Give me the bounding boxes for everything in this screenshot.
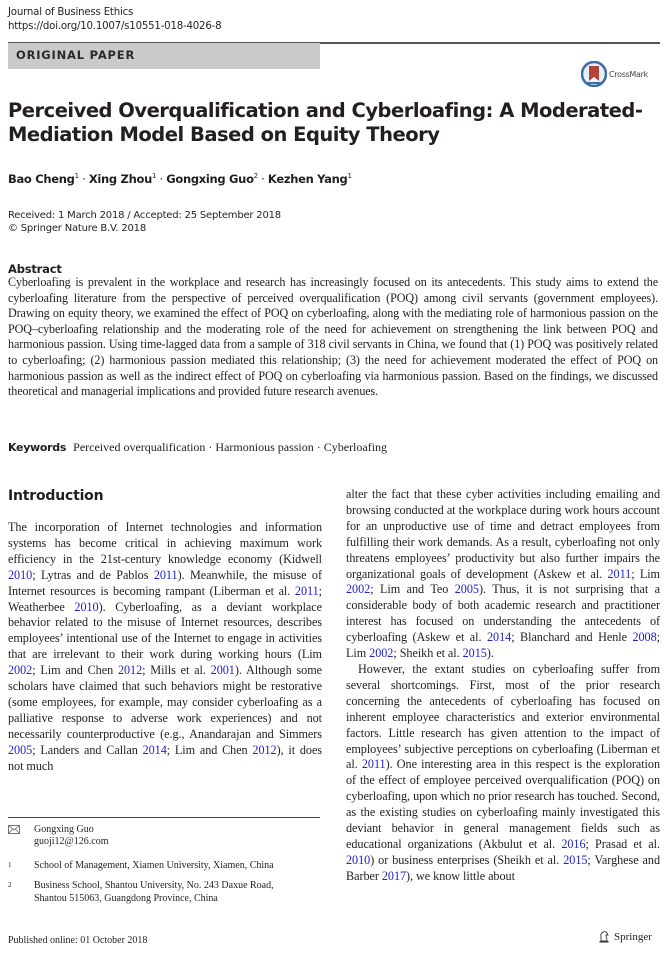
author-list — [8, 172, 352, 186]
author-separator: · — [156, 172, 167, 186]
citation-link[interactable]: 2010 — [74, 599, 99, 614]
intro-paragraph-1: The incorporation of Internet technologies and information systems has become critical in achieving maximum work efficiency in the 21st-century knowledge economy (Kidwell 2010; Lytras and de Pablos 2011). Meanwhile, the misuse of Internet resources is becoming rampant (Liberman et al. 2011; Weatherbee 2010). Cyberloafing, as a deviant workplace behavior related to the misuse of Internet resources, describes employees’ intentional use of the Internet to engage in activities that are irrelevant to their work during working hours (Lim 2002; Lim and Chen 2012; Mills et al. 2001). Although some scholars have claimed that such behaviors might be restorative (some employees, for example, may consider cyberloafing as a palliative response to adverse work experiences) and not necessarily counterproductive (e.g., Anandarajan and Simmers 2005; Landers and Callan 2014; Lim and Chen 2012), it does not much — [8, 520, 323, 773]
envelope-icon — [8, 825, 20, 834]
citation-link[interactable]: 2010 — [8, 567, 33, 582]
abstract-text: Cyberloafing is prevalent in the workplace and research has increasingly focused on its antecedents. This study aims to extend the cyberloafing literature from the perspective of perceived overqualification (POQ) among civil servants (government employees). Drawing on equity theory, we examined the effect of POQ on cyberloafing, along with the mediating role of harmonious passion on the POQ–cyberloafing relationship and the moderating role of the need for achievement on strengthening the link between POQ and harmonious passion. Using time-lagged data from a sample of 318 civil servants in China, we found that (1) POQ was positively related to cyberloafing; (2) harmonious passion mediated this relationship; (3) the need for achievement moderated the effect of POQ on harmonious passion as well as the indirect effect of POQ on cyberloafing via harmonious passion. Based on the findings, we discussed theoretical and managerial implications and provided future research avenues. — [8, 275, 658, 399]
corresponding-author — [8, 823, 94, 836]
author-affiliation-marker: 1 — [74, 172, 79, 180]
affiliation-number: 1 — [8, 861, 12, 869]
doi-link[interactable]: https://doi.org/10.1007/s10551-018-4026-8 — [8, 21, 222, 32]
intro-paragraph-2: However, the extant studies on cyberloafing suffer from several shortcomings. First, most of the prior research concerning the antecedents of cyberloafing has focused on inherent employee characteristics and exterior environmental factors. Little research has given attention to the impact of employees’ subjective perceptions on cyberloafing (Liberman et al. 2011). One interesting area in this respect is the exploration of the effect of employee perceived overqualification (POQ) on cyberloafing, upon which no prior research has touched. Second, as the existing studies on cyberloafing mainly investigated this deviant behavior in general management fields such as educational organizations (Akbulut et al. 2016; Prasad et al. 2010) or business enterprises (Sheikh et al. 2015; Varghese and Barber 2017), we know little about — [346, 661, 660, 883]
citation-link[interactable]: 2002 — [346, 582, 371, 597]
springer-knight-icon — [598, 930, 610, 943]
author-affiliation-marker: 2 — [253, 172, 258, 180]
article-title: Perceived Overqualification and Cyberloafing: A Moderated-Mediation Model Based on Equity Theory — [8, 99, 643, 146]
author-affiliation-marker: 1 — [347, 172, 352, 180]
author-affiliation-marker: 1 — [151, 172, 157, 180]
affiliation-text: Business School, Shantou University, No. 243 Daxue Road, Shantou 515063, Guangdong Province, China — [34, 880, 274, 904]
crossmark-button[interactable] — [581, 60, 659, 88]
citation-link[interactable]: 2014 — [142, 742, 167, 757]
affiliation-1 — [8, 859, 274, 872]
citation-link[interactable]: 2017 — [381, 868, 407, 883]
citation-link[interactable]: 2001 — [210, 663, 235, 678]
author-separator: · — [78, 172, 89, 186]
affiliation-2 — [8, 879, 328, 905]
affiliation-number: 2 — [8, 881, 12, 889]
introduction-heading: Introduction — [8, 488, 104, 504]
keywords-label: Keywords — [8, 441, 67, 454]
crossmark-label: CrossMark — [609, 69, 648, 79]
publisher-name: Springer — [614, 930, 652, 943]
author-separator: · — [257, 172, 268, 186]
author-name[interactable]: Xing Zhou — [88, 172, 152, 186]
keywords — [8, 440, 387, 455]
keywords-list: Perceived overqualification · Harmonious passion · Cyberloafing — [73, 440, 388, 454]
affiliation-text: School of Management, Xiamen University, Xiamen, China — [34, 860, 274, 871]
citation-link[interactable]: 2015 — [462, 646, 487, 661]
citation-link[interactable]: 2016 — [561, 836, 586, 851]
citation-link[interactable]: 2002 — [369, 646, 394, 661]
citation-link[interactable]: 2011 — [294, 583, 319, 598]
paper-type-label: ORIGINAL PAPER — [16, 48, 136, 62]
citation-link[interactable]: 2005 — [8, 742, 33, 757]
intro-left-column — [8, 520, 322, 775]
copyright: © Springer Nature B.V. 2018 — [8, 222, 146, 234]
citation-link[interactable]: 2008 — [632, 630, 657, 645]
crossmark-icon — [581, 61, 607, 87]
publisher-logo — [598, 930, 652, 943]
corresponding-name: Gongxing Guo — [34, 824, 94, 835]
footnote-rule — [8, 817, 320, 818]
citation-link[interactable]: 2012 — [252, 742, 277, 757]
corresponding-email[interactable]: guoji12@126.com — [34, 836, 109, 847]
citation-link[interactable]: 2002 — [8, 663, 33, 678]
citation-link[interactable]: 2014 — [487, 630, 512, 645]
article-dates — [8, 210, 281, 235]
citation-link[interactable]: 2005 — [454, 582, 479, 597]
journal-name: Journal of Business Ethics — [8, 7, 134, 18]
citation-link[interactable]: 2011 — [153, 567, 178, 582]
received-accepted: Received: 1 March 2018 / Accepted: 25 September 2018 — [8, 210, 281, 221]
citation-link[interactable]: 2010 — [346, 852, 371, 867]
published-online: Published online: 01 October 2018 — [8, 935, 148, 946]
citation-link[interactable]: 2011 — [607, 566, 632, 581]
citation-link[interactable]: 2012 — [117, 663, 143, 678]
intro-right-column — [346, 487, 660, 885]
intro-paragraph-1-continued: alter the fact that these cyber activities including emailing and browsing conducted at the workplace during work hours account for an unproductive use of time and detract employees from fulfilling their work demands. As a result, cyberloafing not only threatens employees’ productivity but also further impairs the organizational goals of development (Askew et al. 2011; Lim 2002; Lim and Teo 2005). Thus, it is not surprising that a considerable body of both academic research and practitioner interest has focused on understanding the antecedents of cyberloafing (Askew et al. 2014; Blanchard and Henle 2008; Lim 2002; Sheikh et al. 2015). — [346, 487, 660, 661]
author-name[interactable]: Kezhen Yang — [267, 172, 348, 186]
abstract-heading: Abstract — [8, 262, 62, 276]
author-name[interactable]: Gongxing Guo — [166, 172, 254, 186]
citation-link[interactable]: 2015 — [563, 852, 588, 867]
author-name[interactable]: Bao Cheng — [8, 172, 75, 186]
citation-link[interactable]: 2011 — [361, 757, 386, 772]
